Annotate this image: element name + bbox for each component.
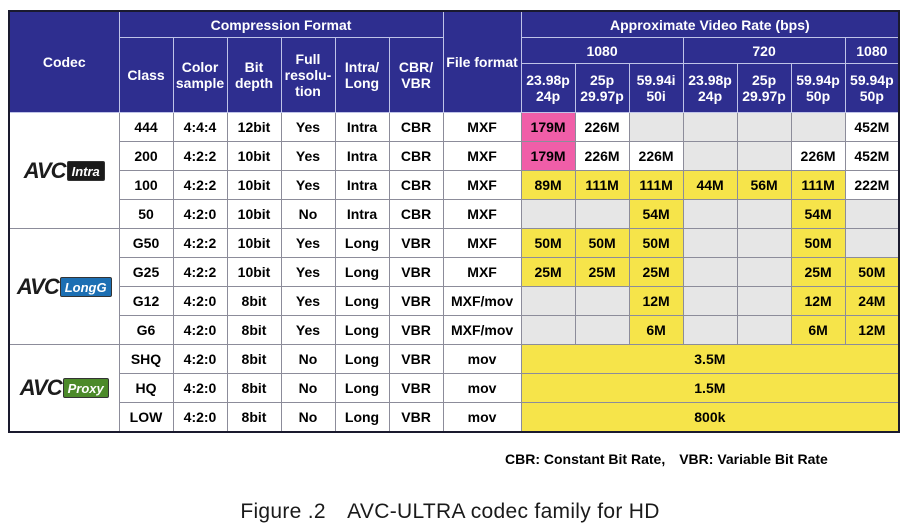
cell-rate: 12M [791, 287, 845, 316]
cell-rate [737, 200, 791, 229]
header-rate-line1: 59.94p [796, 72, 840, 88]
cell-rate: 6M [629, 316, 683, 345]
table-row [9, 258, 899, 287]
cell-rate [575, 316, 629, 345]
cell-color-sample: 4:2:2 [173, 142, 227, 171]
header-rate-line2: 24p [698, 88, 723, 104]
header-rate-line2: 50i [646, 88, 666, 104]
cell-color-sample: 4:4:4 [173, 113, 227, 142]
cell-bit-depth: 10bit [227, 142, 281, 171]
cell-bit-depth: 8bit [227, 287, 281, 316]
header-rate-4 [737, 64, 791, 113]
cell-rate: 56M [737, 171, 791, 200]
cell-rate: 226M [575, 113, 629, 142]
cell-cbr-vbr: VBR [389, 229, 443, 258]
cell-file-format: MXF [443, 229, 521, 258]
cell-bit-depth: 10bit [227, 171, 281, 200]
cell-intra-long: Long [335, 316, 389, 345]
cell-full-resolution: Yes [281, 142, 335, 171]
cell-rate: 452M [845, 142, 899, 171]
cell-color-sample: 4:2:2 [173, 258, 227, 287]
cell-rate-all: 1.5M [521, 374, 899, 403]
cell-rate [521, 200, 575, 229]
cell-intra-long: Long [335, 403, 389, 433]
cell-cbr-vbr: CBR [389, 171, 443, 200]
cell-class: SHQ [119, 345, 173, 374]
logo-box-text: Intra [67, 161, 105, 181]
logo-box-text: LongG [60, 277, 112, 297]
header-file-format: File format [443, 11, 521, 113]
cell-bit-depth: 10bit [227, 229, 281, 258]
cell-intra-long: Intra [335, 200, 389, 229]
cell-rate [737, 258, 791, 287]
cell-rate [575, 287, 629, 316]
header-rate-line1: 25p [752, 72, 777, 88]
cell-rate [683, 316, 737, 345]
header-rate-line2: 29.97p [580, 88, 624, 104]
cell-full-resolution: Yes [281, 113, 335, 142]
cell-bit-depth: 10bit [227, 258, 281, 287]
cell-cbr-vbr: VBR [389, 258, 443, 287]
cell-rate: 111M [791, 171, 845, 200]
header-codec: Codec [9, 11, 119, 113]
cell-cbr-vbr: VBR [389, 403, 443, 433]
header-res-720: 720 [683, 38, 845, 64]
cell-rate [683, 258, 737, 287]
table-row [9, 374, 899, 403]
header-res-1080-high: 1080 [845, 38, 899, 64]
cell-rate [845, 229, 899, 258]
cell-rate [845, 200, 899, 229]
cell-class: 50 [119, 200, 173, 229]
cell-rate: 25M [575, 258, 629, 287]
cell-rate [521, 316, 575, 345]
cell-bit-depth: 10bit [227, 200, 281, 229]
cell-color-sample: 4:2:0 [173, 374, 227, 403]
cell-file-format: mov [443, 345, 521, 374]
cell-class: 200 [119, 142, 173, 171]
cell-rate [683, 229, 737, 258]
cell-class: 100 [119, 171, 173, 200]
logo-avc-text: AVC [19, 375, 62, 400]
cell-rate: 50M [575, 229, 629, 258]
cell-rate: 25M [791, 258, 845, 287]
header-class: Class [119, 38, 173, 113]
cell-rate: 179M [521, 113, 575, 142]
cell-full-resolution: Yes [281, 171, 335, 200]
cell-bit-depth: 12bit [227, 113, 281, 142]
cell-rate: 111M [629, 171, 683, 200]
cell-full-resolution: Yes [281, 316, 335, 345]
header-rate-0 [521, 64, 575, 113]
cell-full-resolution: No [281, 374, 335, 403]
cell-rate [737, 229, 791, 258]
cell-file-format: MXF [443, 171, 521, 200]
cell-file-format: MXF/mov [443, 316, 521, 345]
cell-rate: 25M [521, 258, 575, 287]
cell-class: LOW [119, 403, 173, 433]
cell-intra-long: Long [335, 287, 389, 316]
cell-full-resolution: Yes [281, 258, 335, 287]
codec-table [8, 10, 900, 433]
cell-full-resolution: No [281, 345, 335, 374]
cell-color-sample: 4:2:0 [173, 287, 227, 316]
header-rate-line1: 23.98p [688, 72, 732, 88]
cell-class: HQ [119, 374, 173, 403]
header-intra-long: Intra/ Long [335, 38, 389, 113]
cell-cbr-vbr: VBR [389, 345, 443, 374]
cell-file-format: mov [443, 374, 521, 403]
cell-rate: 226M [791, 142, 845, 171]
cell-rate [575, 200, 629, 229]
header-rate-6 [845, 64, 899, 113]
cell-rate-all: 3.5M [521, 345, 899, 374]
header-rate-line2: 50p [859, 88, 884, 104]
cell-file-format: MXF [443, 200, 521, 229]
cell-rate: 50M [521, 229, 575, 258]
cell-rate: 54M [629, 200, 683, 229]
logo-box-text: Proxy [63, 378, 109, 398]
cell-cbr-vbr: CBR [389, 142, 443, 171]
cell-rate [683, 142, 737, 171]
cell-rate: 12M [845, 316, 899, 345]
header-approx-video-rate: Approximate Video Rate (bps) [521, 11, 899, 38]
cell-file-format: MXF [443, 142, 521, 171]
table-row [9, 229, 899, 258]
cell-color-sample: 4:2:0 [173, 403, 227, 433]
cell-rate-all: 800k [521, 403, 899, 433]
cell-cbr-vbr: CBR [389, 200, 443, 229]
cell-cbr-vbr: CBR [389, 113, 443, 142]
cell-cbr-vbr: VBR [389, 287, 443, 316]
legend-note: CBR: Constant Bit Rate, VBR: Variable Bit Rate [505, 451, 828, 467]
cell-rate: 12M [629, 287, 683, 316]
cell-rate: 50M [791, 229, 845, 258]
cell-rate: 226M [575, 142, 629, 171]
cell-rate [737, 287, 791, 316]
header-rate-5 [791, 64, 845, 113]
cell-full-resolution: No [281, 403, 335, 433]
table-row [9, 316, 899, 345]
header-cbr-vbr: CBR/ VBR [389, 38, 443, 113]
cell-full-resolution: Yes [281, 287, 335, 316]
table-row [9, 200, 899, 229]
table-row [9, 403, 899, 433]
table-row [9, 345, 899, 374]
cell-color-sample: 4:2:0 [173, 316, 227, 345]
cell-color-sample: 4:2:0 [173, 345, 227, 374]
cell-rate: 222M [845, 171, 899, 200]
figure-caption: Figure .2 AVC-ULTRA codec family for HD [240, 500, 660, 523]
header-res-1080: 1080 [521, 38, 683, 64]
logo-wrap [24, 158, 105, 184]
cell-class: 444 [119, 113, 173, 142]
cell-rate: 111M [575, 171, 629, 200]
cell-rate: 452M [845, 113, 899, 142]
cell-rate: 24M [845, 287, 899, 316]
logo-avc-text: AVC [23, 157, 66, 183]
cell-rate [683, 287, 737, 316]
header-rate-line1: 25p [590, 72, 615, 88]
cell-intra-long: Intra [335, 171, 389, 200]
cell-rate: 50M [845, 258, 899, 287]
cell-rate [683, 200, 737, 229]
cell-rate: 89M [521, 171, 575, 200]
header-rate-line1: 23.98p [526, 72, 570, 88]
cell-file-format: MXF/mov [443, 287, 521, 316]
header-color-sample: Color sample [173, 38, 227, 113]
header-full-resolution: Full resolu-tion [281, 38, 335, 113]
cell-bit-depth: 8bit [227, 316, 281, 345]
table-row [9, 113, 899, 142]
table-row [9, 171, 899, 200]
header-rate-1 [575, 64, 629, 113]
cell-rate: 226M [629, 142, 683, 171]
header-rate-line2: 24p [536, 88, 561, 104]
cell-rate: 54M [791, 200, 845, 229]
cell-rate [737, 113, 791, 142]
cell-bit-depth: 8bit [227, 403, 281, 433]
cell-intra-long: Long [335, 229, 389, 258]
header-rate-line2: 50p [806, 88, 831, 104]
cell-color-sample: 4:2:2 [173, 171, 227, 200]
codec-logo-proxy [9, 345, 119, 433]
logo-wrap [20, 375, 109, 401]
cell-cbr-vbr: VBR [389, 374, 443, 403]
header-rate-3 [683, 64, 737, 113]
header-rate-2 [629, 64, 683, 113]
cell-rate [791, 113, 845, 142]
cell-rate: 50M [629, 229, 683, 258]
cell-rate [737, 316, 791, 345]
logo-wrap [17, 274, 112, 300]
logo-avc-text: AVC [16, 273, 59, 299]
cell-file-format: MXF [443, 258, 521, 287]
cell-color-sample: 4:2:2 [173, 229, 227, 258]
table-row [9, 142, 899, 171]
cell-intra-long: Long [335, 374, 389, 403]
cell-rate: 6M [791, 316, 845, 345]
cell-intra-long: Intra [335, 142, 389, 171]
cell-cbr-vbr: VBR [389, 316, 443, 345]
cell-bit-depth: 8bit [227, 345, 281, 374]
cell-color-sample: 4:2:0 [173, 200, 227, 229]
header-rate-line1: 59.94i [636, 72, 676, 88]
cell-class: G25 [119, 258, 173, 287]
cell-full-resolution: No [281, 200, 335, 229]
cell-rate [683, 113, 737, 142]
cell-rate: 44M [683, 171, 737, 200]
table-row [9, 287, 899, 316]
header-rate-line2: 29.97p [742, 88, 786, 104]
codec-logo-longg [9, 229, 119, 345]
header-rate-line1: 59.94p [850, 72, 894, 88]
cell-class: G6 [119, 316, 173, 345]
cell-rate [737, 142, 791, 171]
cell-rate: 179M [521, 142, 575, 171]
cell-file-format: mov [443, 403, 521, 433]
cell-file-format: MXF [443, 113, 521, 142]
cell-intra-long: Intra [335, 113, 389, 142]
cell-class: G12 [119, 287, 173, 316]
cell-full-resolution: Yes [281, 229, 335, 258]
header-bit-depth: Bit depth [227, 38, 281, 113]
cell-intra-long: Long [335, 258, 389, 287]
cell-class: G50 [119, 229, 173, 258]
cell-rate [521, 287, 575, 316]
cell-bit-depth: 8bit [227, 374, 281, 403]
cell-intra-long: Long [335, 345, 389, 374]
cell-rate: 25M [629, 258, 683, 287]
header-compression-format: Compression Format [119, 11, 443, 38]
cell-rate [629, 113, 683, 142]
codec-logo-intra [9, 113, 119, 229]
